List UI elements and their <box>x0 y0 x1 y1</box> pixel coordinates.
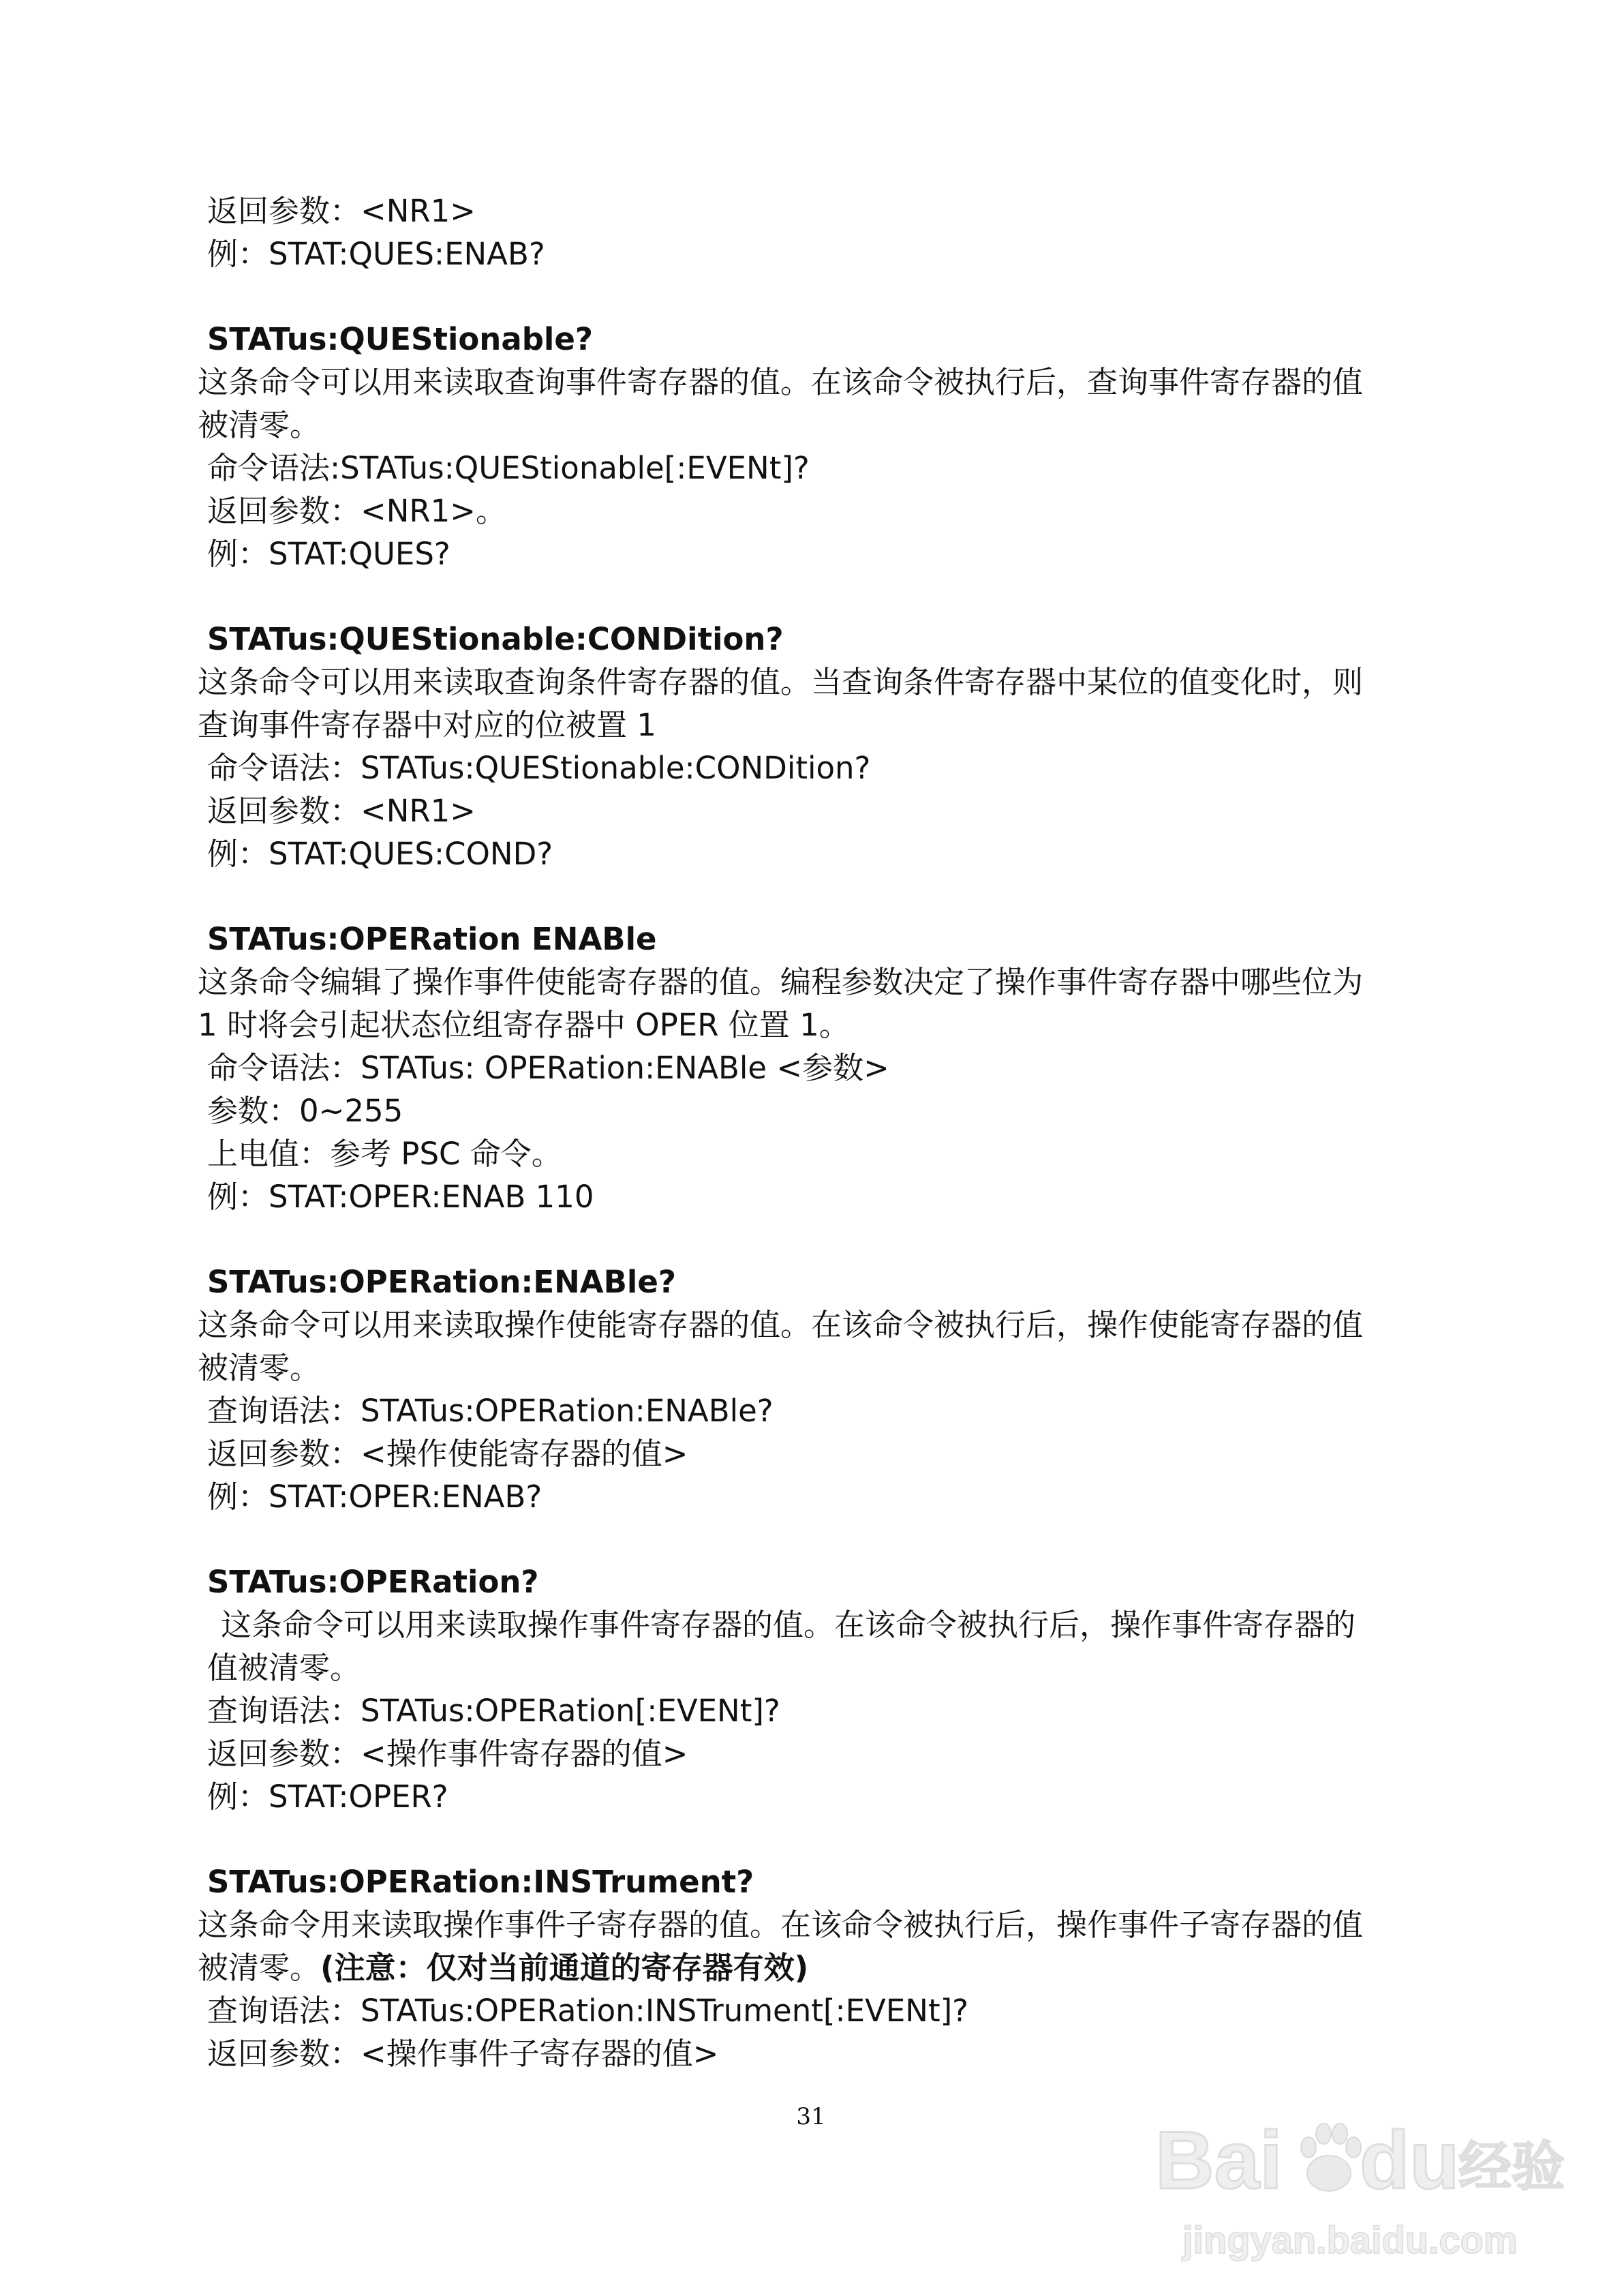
power-on-value-line: 上电值：参考 PSC 命令。 <box>207 1136 562 1172</box>
return-params-line: 返回参数：<操作事件子寄存器的值> <box>207 2036 719 2072</box>
section-gap <box>198 575 1458 618</box>
section-desc: 这条命令编辑了操作事件使能寄存器的值。编程参数决定了操作事件寄存器中哪些位为 <box>198 964 1364 1000</box>
baidu-watermark <box>1155 2106 1564 2277</box>
example-line: 例：STAT:QUES:COND? <box>207 836 553 872</box>
example-line: 例：STAT:OPER:ENAB? <box>207 1479 542 1515</box>
example-line: 例：STAT:QUES:ENAB? <box>207 236 545 272</box>
section-gap <box>198 875 1458 918</box>
paw-icon <box>1301 2124 1361 2191</box>
query-syntax-line: 查询语法：STATus:OPERation[:EVENt]? <box>207 1693 780 1729</box>
section-desc: 查询事件寄存器中对应的位被置 1 <box>198 707 656 743</box>
baidu-logo <box>1155 2106 1564 2277</box>
example-line: 例：STAT:OPER:ENAB 110 <box>207 1179 594 1215</box>
syntax-line: 命令语法:STATus:QUEStionable[:EVENt]? <box>207 450 810 486</box>
section-desc: 被清零。 <box>198 1350 321 1386</box>
section-desc-plain: 被清零。 <box>198 1950 321 1986</box>
return-params-line: 返回参数：<操作使能寄存器的值> <box>207 1436 688 1472</box>
example-line: 例：STAT:OPER? <box>207 1779 448 1815</box>
query-syntax-line: 查询语法：STATus:OPERation:INSTrument[:EVENt]? <box>207 1993 969 2029</box>
section-desc-last <box>198 1946 1458 1989</box>
params-line: 参数：0~255 <box>207 1093 403 1129</box>
section-desc: 这条命令可以用来读取操作使能寄存器的值。在该命令被执行后，操作使能寄存器的值 <box>198 1307 1364 1343</box>
svg-text:经验: 经验 <box>1458 2136 1564 2198</box>
return-params-line: 返回参数：<NR1> <box>207 193 476 229</box>
svg-text:du: du <box>1360 2115 1460 2206</box>
syntax-line: 命令语法：STATus: OPERation:ENABle <参数> <box>207 1050 889 1086</box>
section-desc: 这条命令可以用来读取查询条件寄存器的值。当查询条件寄存器中某位的值变化时，则 <box>198 664 1364 700</box>
page-content <box>198 190 1458 2075</box>
section-gap <box>198 1218 1458 1260</box>
return-params-line: 返回参数：<NR1> <box>207 793 476 829</box>
section-desc: 这条命令可以用来读取查询事件寄存器的值。在该命令被执行后，查询事件寄存器的值 <box>198 364 1364 400</box>
section-heading-operation-query: STATus:OPERation? <box>207 1564 539 1600</box>
section-desc: 1 时将会引起状态位组寄存器中 OPER 位置 1。 <box>198 1007 850 1043</box>
section-desc: 被清零。 <box>198 407 321 443</box>
section-heading-questionable-condition: STATus:QUEStionable:CONDition? <box>207 621 784 657</box>
svg-text:Bai: Bai <box>1155 2115 1283 2206</box>
section-desc: 值被清零。 <box>207 1650 361 1686</box>
section-heading-operation-enable: STATus:OPERation ENABle <box>207 921 657 957</box>
svg-text:jingyan.baidu.com: jingyan.baidu.com <box>1182 2218 1518 2261</box>
example-line: 例：STAT:QUES? <box>207 536 450 572</box>
section-heading-operation-enable-query: STATus:OPERation:ENABle? <box>207 1264 676 1300</box>
section-desc: 这条命令用来读取操作事件子寄存器的值。在该命令被执行后，操作事件子寄存器的值 <box>198 1907 1364 1943</box>
section-heading-questionable: STATus:QUEStionable? <box>207 321 593 357</box>
query-syntax-line: 查询语法：STATus:OPERation:ENABle? <box>207 1393 774 1429</box>
section-desc: 这条命令可以用来读取操作事件寄存器的值。在该命令被执行后，操作事件寄存器的 <box>221 1607 1356 1643</box>
section-gap <box>198 1818 1458 1860</box>
section-gap <box>198 1518 1458 1560</box>
page-number: 31 <box>796 2103 826 2130</box>
return-params-line: 返回参数：<NR1>。 <box>207 493 506 529</box>
return-params-line: 返回参数：<操作事件寄存器的值> <box>207 1736 688 1772</box>
section-note: (注意：仅对当前通道的寄存器有效) <box>320 1950 809 1986</box>
section-heading-operation-instrument: STATus:OPERation:INSTrument? <box>207 1864 754 1900</box>
syntax-line: 命令语法：STATus:QUEStionable:CONDition? <box>207 750 871 786</box>
section-gap <box>198 275 1458 318</box>
